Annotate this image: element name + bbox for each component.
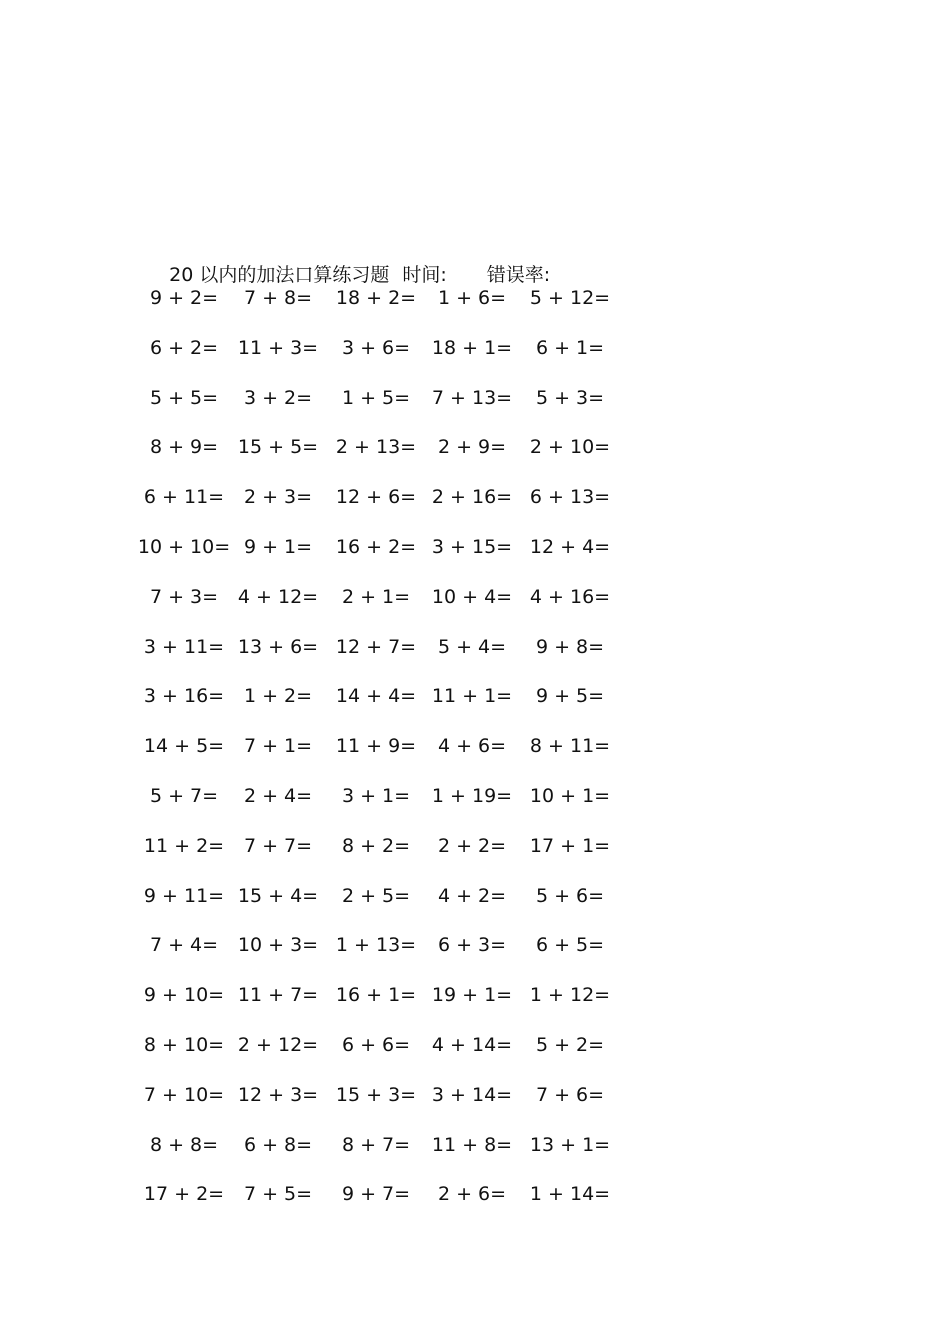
addition-problem: 4 + 6= xyxy=(437,735,507,758)
addition-problem: 9 + 11= xyxy=(143,884,225,907)
problem-grid xyxy=(0,284,950,1230)
addition-problem: 14 + 5= xyxy=(143,735,225,758)
addition-problem: 11 + 9= xyxy=(335,735,417,758)
addition-problem: 10 + 4= xyxy=(431,585,513,608)
addition-problem: 5 + 4= xyxy=(437,635,507,658)
addition-problem: 6 + 2= xyxy=(149,336,219,359)
error-rate-label: 错误率: xyxy=(486,264,551,286)
addition-problem: 7 + 5= xyxy=(243,1183,313,1206)
addition-problem: 16 + 1= xyxy=(335,984,417,1007)
addition-problem: 2 + 16= xyxy=(431,486,513,509)
problem-row xyxy=(0,981,950,1031)
addition-problem: 15 + 3= xyxy=(335,1083,417,1106)
addition-problem: 12 + 4= xyxy=(529,535,611,558)
addition-problem: 12 + 3= xyxy=(237,1083,319,1106)
addition-problem: 15 + 4= xyxy=(237,884,319,907)
addition-problem: 2 + 2= xyxy=(437,834,507,857)
addition-problem: 7 + 7= xyxy=(243,834,313,857)
addition-problem: 9 + 10= xyxy=(143,984,225,1007)
addition-problem: 10 + 1= xyxy=(529,784,611,807)
addition-problem: 9 + 5= xyxy=(535,685,605,708)
addition-problem: 6 + 6= xyxy=(341,1033,411,1056)
addition-problem: 9 + 7= xyxy=(341,1183,411,1206)
addition-problem: 4 + 16= xyxy=(529,585,611,608)
addition-problem: 8 + 11= xyxy=(529,735,611,758)
problem-row xyxy=(0,483,950,533)
addition-problem: 6 + 3= xyxy=(437,934,507,957)
problem-row xyxy=(0,433,950,483)
addition-problem: 2 + 12= xyxy=(237,1033,319,1056)
addition-problem: 16 + 2= xyxy=(335,535,417,558)
addition-problem: 5 + 6= xyxy=(535,884,605,907)
problem-row xyxy=(0,931,950,981)
addition-problem: 2 + 6= xyxy=(437,1183,507,1206)
addition-problem: 3 + 2= xyxy=(243,386,313,409)
addition-problem: 11 + 8= xyxy=(431,1133,513,1156)
problem-row xyxy=(0,832,950,882)
problem-row xyxy=(0,583,950,633)
addition-problem: 3 + 1= xyxy=(341,784,411,807)
addition-problem: 8 + 7= xyxy=(341,1133,411,1156)
addition-problem: 6 + 5= xyxy=(535,934,605,957)
addition-problem: 17 + 1= xyxy=(529,834,611,857)
addition-problem: 9 + 8= xyxy=(535,635,605,658)
problem-row xyxy=(0,1180,950,1230)
addition-problem: 6 + 11= xyxy=(143,486,225,509)
addition-problem: 11 + 2= xyxy=(143,834,225,857)
addition-problem: 17 + 2= xyxy=(143,1183,225,1206)
addition-problem: 2 + 3= xyxy=(243,486,313,509)
addition-problem: 9 + 1= xyxy=(243,535,313,558)
addition-problem: 1 + 13= xyxy=(335,934,417,957)
addition-problem: 4 + 12= xyxy=(237,585,319,608)
addition-problem: 9 + 2= xyxy=(149,287,219,309)
addition-problem: 7 + 8= xyxy=(243,287,313,309)
worksheet-title: 20 以内的加法口算练习题 xyxy=(169,264,390,286)
addition-problem: 12 + 6= xyxy=(335,486,417,509)
addition-problem: 8 + 2= xyxy=(341,834,411,857)
problem-row xyxy=(0,682,950,732)
addition-problem: 7 + 6= xyxy=(535,1083,605,1106)
addition-problem: 10 + 3= xyxy=(237,934,319,957)
addition-problem: 11 + 7= xyxy=(237,984,319,1007)
problem-row xyxy=(0,533,950,583)
addition-problem: 7 + 4= xyxy=(149,934,219,957)
addition-problem: 1 + 19= xyxy=(431,784,513,807)
addition-problem: 8 + 9= xyxy=(149,436,219,459)
addition-problem: 2 + 9= xyxy=(437,436,507,459)
addition-problem: 18 + 1= xyxy=(431,336,513,359)
time-label: 时间: xyxy=(402,264,447,286)
addition-problem: 6 + 8= xyxy=(243,1133,313,1156)
problem-row xyxy=(0,882,950,932)
addition-problem: 4 + 2= xyxy=(437,884,507,907)
addition-problem: 7 + 3= xyxy=(149,585,219,608)
addition-problem: 1 + 6= xyxy=(437,287,507,309)
addition-problem: 1 + 5= xyxy=(341,386,411,409)
addition-problem: 10 + 10= xyxy=(137,535,231,558)
problem-row xyxy=(0,284,950,334)
addition-problem: 5 + 3= xyxy=(535,386,605,409)
addition-problem: 15 + 5= xyxy=(237,436,319,459)
problem-row xyxy=(0,384,950,434)
addition-problem: 7 + 13= xyxy=(431,386,513,409)
addition-problem: 1 + 2= xyxy=(243,685,313,708)
addition-problem: 2 + 1= xyxy=(341,585,411,608)
problem-row xyxy=(0,1031,950,1081)
addition-problem: 2 + 13= xyxy=(335,436,417,459)
addition-problem: 3 + 6= xyxy=(341,336,411,359)
addition-problem: 13 + 1= xyxy=(529,1133,611,1156)
addition-problem: 3 + 11= xyxy=(143,635,225,658)
addition-problem: 2 + 4= xyxy=(243,784,313,807)
problem-row xyxy=(0,334,950,384)
addition-problem: 3 + 16= xyxy=(143,685,225,708)
addition-problem: 11 + 3= xyxy=(237,336,319,359)
addition-problem: 1 + 14= xyxy=(529,1183,611,1206)
addition-problem: 6 + 1= xyxy=(535,336,605,359)
addition-problem: 3 + 14= xyxy=(431,1083,513,1106)
addition-problem: 11 + 1= xyxy=(431,685,513,708)
addition-problem: 5 + 7= xyxy=(149,784,219,807)
addition-problem: 5 + 12= xyxy=(529,287,611,309)
addition-problem: 14 + 4= xyxy=(335,685,417,708)
addition-problem: 13 + 6= xyxy=(237,635,319,658)
addition-problem: 8 + 10= xyxy=(143,1033,225,1056)
addition-problem: 2 + 5= xyxy=(341,884,411,907)
addition-problem: 8 + 8= xyxy=(149,1133,219,1156)
problem-row xyxy=(0,732,950,782)
problem-row xyxy=(0,1131,950,1181)
addition-problem: 5 + 2= xyxy=(535,1033,605,1056)
addition-problem: 5 + 5= xyxy=(149,386,219,409)
problem-row xyxy=(0,782,950,832)
addition-problem: 6 + 13= xyxy=(529,486,611,509)
addition-problem: 18 + 2= xyxy=(335,287,417,309)
addition-problem: 3 + 15= xyxy=(431,535,513,558)
addition-problem: 7 + 10= xyxy=(143,1083,225,1106)
addition-problem: 1 + 12= xyxy=(529,984,611,1007)
addition-problem: 7 + 1= xyxy=(243,735,313,758)
addition-problem: 2 + 10= xyxy=(529,436,611,459)
addition-problem: 19 + 1= xyxy=(431,984,513,1007)
problem-row xyxy=(0,633,950,683)
addition-problem: 12 + 7= xyxy=(335,635,417,658)
addition-problem: 4 + 14= xyxy=(431,1033,513,1056)
problem-row xyxy=(0,1081,950,1131)
